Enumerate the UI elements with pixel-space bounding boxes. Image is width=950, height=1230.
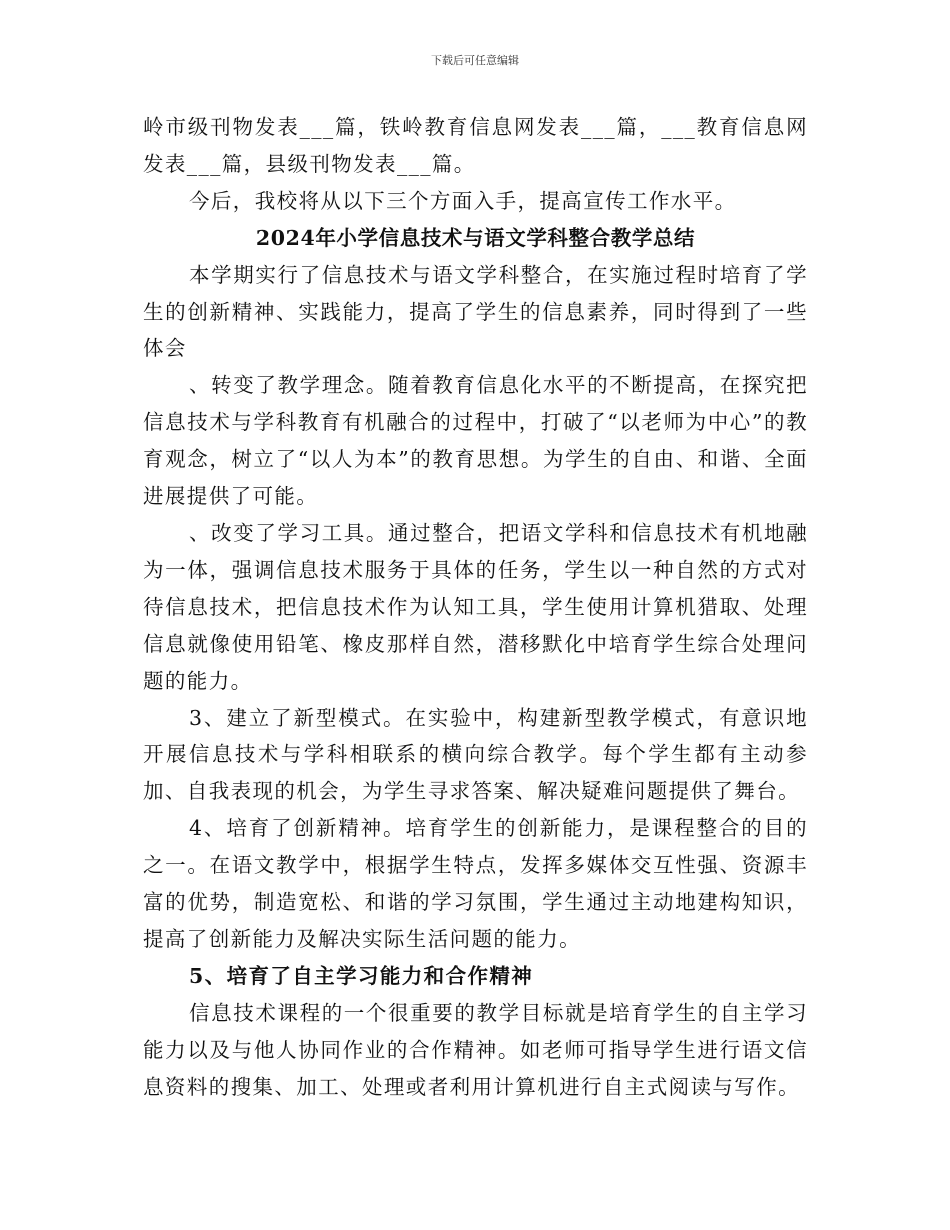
section-heading-self-learning: 5、培育了自主学习能力和合作精神 (189, 963, 534, 988)
paragraph-learning-tools: 、改变了学习工具。通过整合，把语文学科和信息技术有机地融为一体，强调信息技术服务于具体的任务，学生以一种自然的方式对待信息技术，把信息技术作为认知工具，学生使用计算机猎取、处理信息就像使用铅笔、橡皮那样自然，潜移默化中培育学生综合处理问题的能力。 (143, 520, 808, 693)
document-body (143, 109, 808, 1105)
paragraph-publication-stats: 岭市级刊物发表___篇，铁岭教育信息网发表___篇，___教育信息网发表___篇，县级刊物发表___篇。 (143, 115, 808, 176)
paragraph-new-model: 3、建立了新型模式。在实验中，构建新型教学模式，有意识地开展信息技术与学科相联系的横向综合教学。每个学生都有主动参加、自我表现的机会，为学生寻求答案、解决疑难问题提供了舞台。 (143, 705, 808, 804)
paragraph-self-learning: 信息技术课程的一个很重要的教学目标就是培育学生的自主学习能力以及与他人协同作业的合作精神。如老师可指导学生进行语文信息资料的搜集、加工、处理或者利用计算机进行自主式阅读与写作。 (143, 1000, 808, 1099)
paragraph-innovation: 4、培育了创新精神。培育学生的创新能力，是课程整合的目的之一。在语文教学中，根据学生特点，发挥多媒体交互性强、资源丰富的优势，制造宽松、和谐的学习氛围，学生通过主动地建构知识，提高了创新能力及解决实际生活问题的能力。 (143, 816, 808, 951)
paragraph-teaching-concept: 、转变了教学理念。随着教育信息化水平的不断提高，在探究把信息技术与学科教育有机融合的过程中，打破了“以老师为中心”的教育观念，树立了“以人为本”的教育思想。为学生的自由、和谐、全面进展提供了可能。 (143, 373, 808, 509)
page-header: 下载后可任意编辑 (431, 54, 519, 67)
paragraph-intro: 本学期实行了信息技术与语文学科整合，在实施过程时培育了学生的创新精神、实践能力，提高了学生的信息素养，同时得到了一些体会 (143, 262, 808, 361)
paragraph-future-plan: 今后，我校将从以下三个方面入手，提高宣传工作水平。 (189, 188, 737, 213)
document-title: 2024年小学信息技术与语文学科整合教学总结 (255, 225, 696, 250)
